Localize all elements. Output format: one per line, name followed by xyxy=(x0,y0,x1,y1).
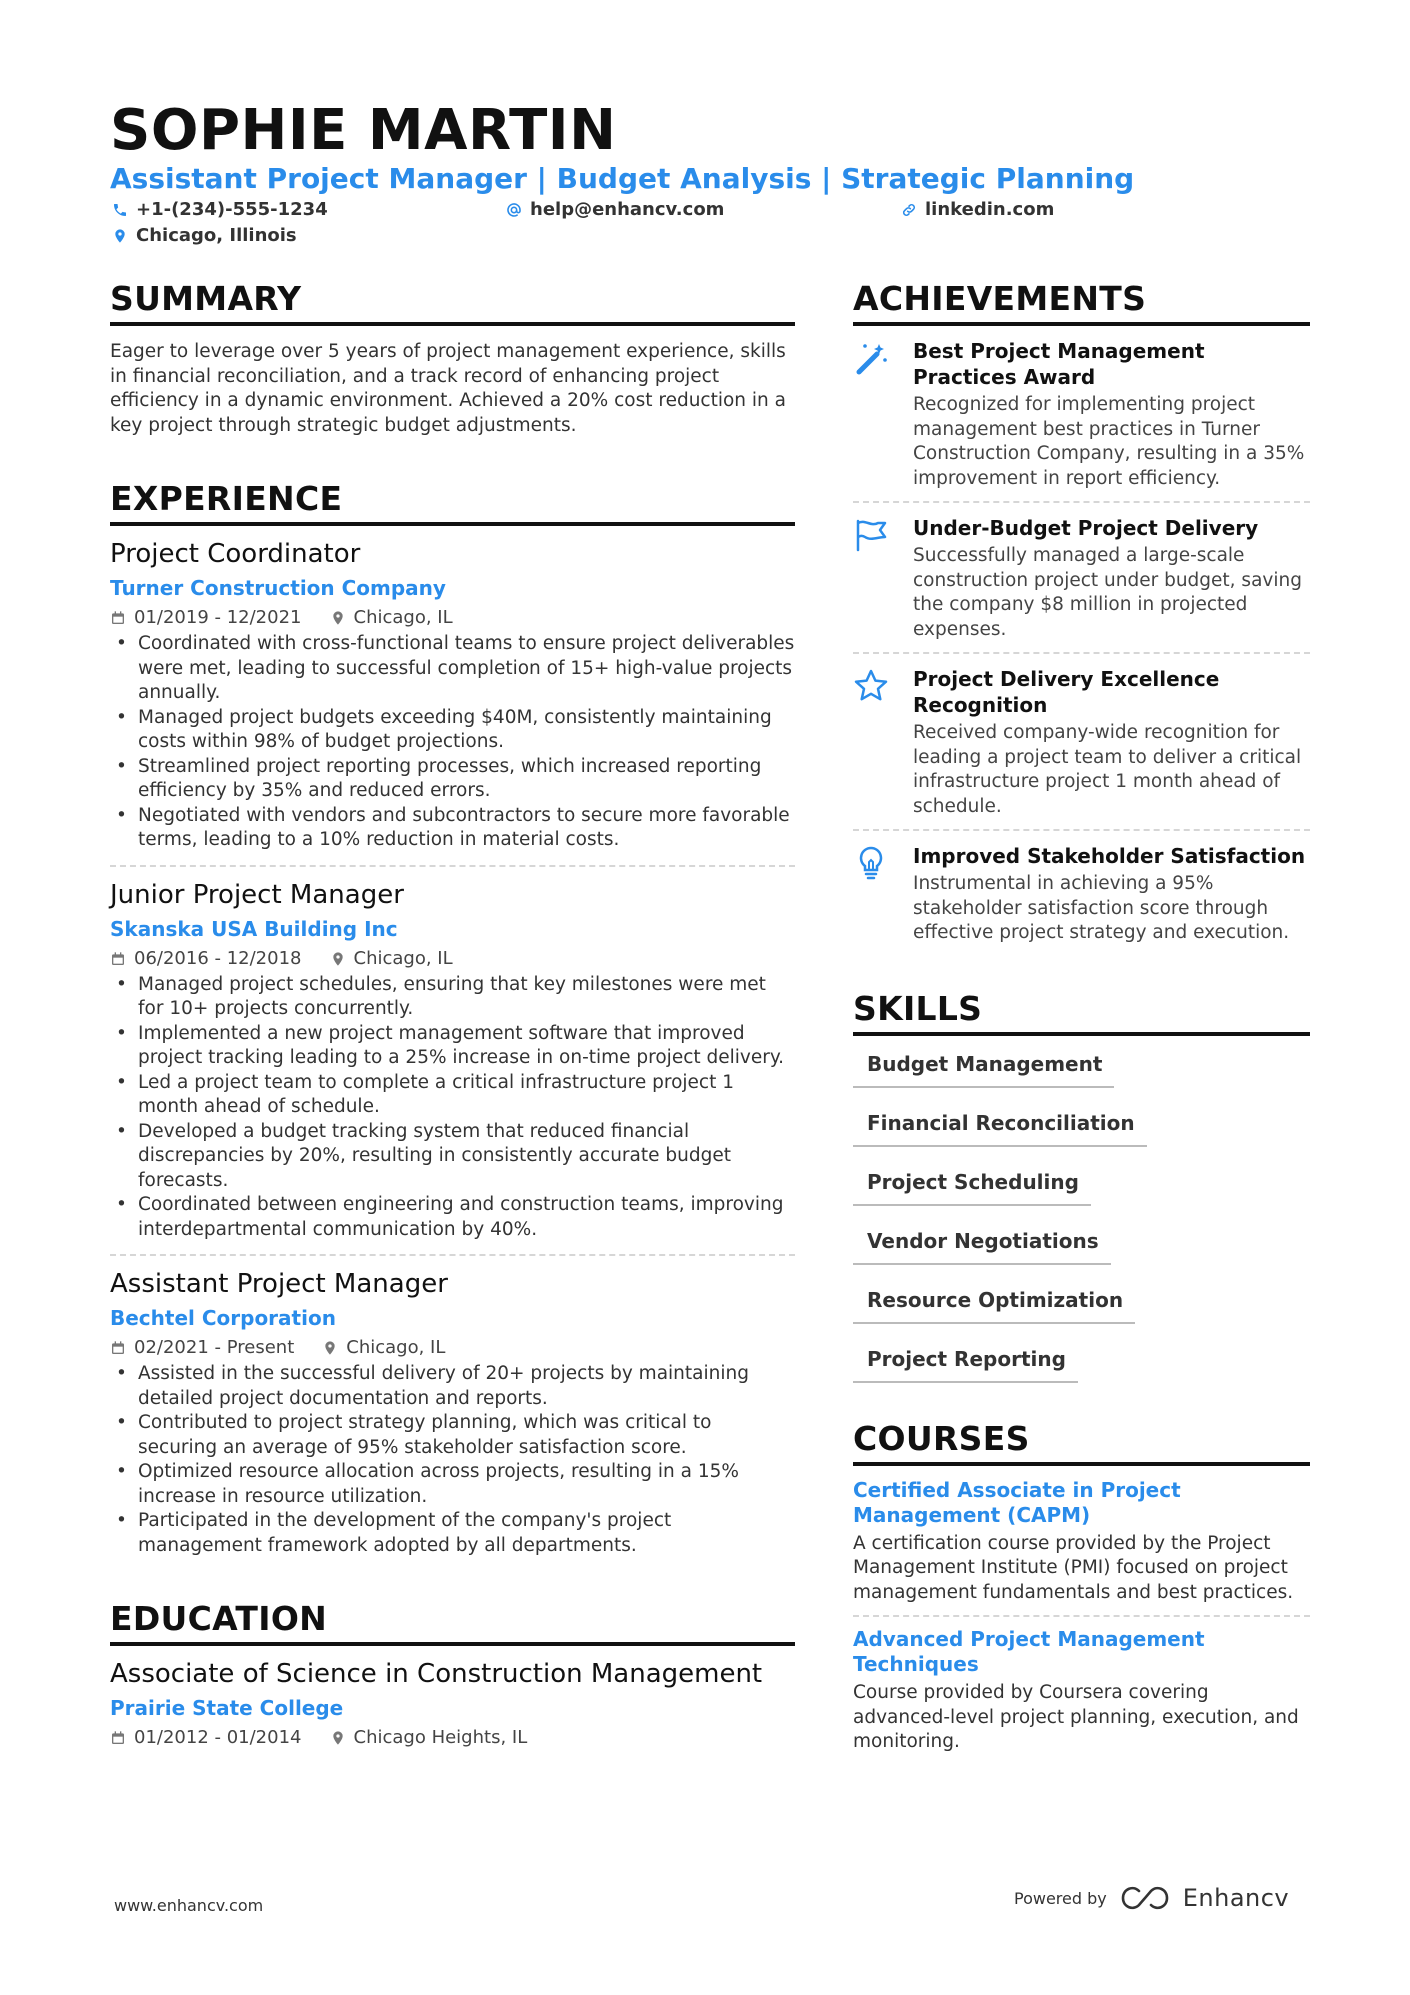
course-desc: Course provided by Coursera covering advanced-level project planning, execution, and monitoring. xyxy=(853,1682,1299,1752)
bullet-item: • Optimized resource allocation across projects, resulting in a 15% increase in resource utilization. xyxy=(110,1460,795,1509)
map-pin-icon xyxy=(322,1340,338,1356)
job-meta xyxy=(110,945,795,973)
education-meta xyxy=(110,1724,795,1752)
experience-entry xyxy=(110,1256,795,1558)
job-title: Junior Project Manager xyxy=(110,879,404,910)
footer-branding xyxy=(1014,1884,1289,1912)
achievement-title: Project Delivery Excellence Recognition xyxy=(913,667,1220,717)
calendar-icon xyxy=(110,1730,126,1746)
skills-list xyxy=(853,1036,1310,1394)
achievements-heading: ACHIEVEMENTS xyxy=(853,280,1310,326)
education-location: Chicago Heights, IL xyxy=(353,1727,528,1748)
achievement-title: Best Project Management Practices Award xyxy=(913,339,1205,389)
skills-heading: SKILLS xyxy=(853,990,1310,1036)
calendar-icon xyxy=(110,951,126,967)
experience-heading: EXPERIENCE xyxy=(110,480,795,526)
footer-website[interactable]: www.enhancv.com xyxy=(114,1896,264,1915)
phone-text[interactable]: +1-(234)-555-1234 xyxy=(136,199,328,220)
summary-text: Eager to leverage over 5 years of project management experience, skills in financial reconciliation, and a track record of enhancing project efficiency in a dynamic environment. Achieved a 20% cost reduction in a key project through strategic budget adjustments. xyxy=(110,341,786,436)
job-bullets xyxy=(110,632,795,853)
at-icon xyxy=(506,202,522,218)
courses-heading: COURSES xyxy=(853,1420,1310,1466)
email-text[interactable]: help@enhancv.com xyxy=(530,199,725,220)
job-dates: 01/2019 - 12/2021 xyxy=(134,607,302,628)
skill-tag: Budget Management xyxy=(853,1050,1114,1088)
achievement-desc: Recognized for implementing project management best practices in Turner Construction Company, resulting in a 35% improvement in report efficiency. xyxy=(913,394,1305,489)
company-name: Turner Construction Company xyxy=(110,576,446,600)
job-dates: 06/2016 - 12/2018 xyxy=(134,947,302,969)
experience-entry xyxy=(110,867,795,1257)
map-pin-icon xyxy=(330,951,346,967)
education-dates: 01/2012 - 01/2014 xyxy=(134,1727,302,1748)
bullet-item: • Streamlined project reporting processes, which increased reporting efficiency by 35% and reduced errors. xyxy=(110,755,795,804)
job-title: Project Coordinator xyxy=(110,539,361,569)
achievement-item xyxy=(853,503,1310,652)
skill-tag: Financial Reconciliation xyxy=(853,1109,1147,1147)
achievement-title: Improved Stakeholder Satisfaction xyxy=(913,844,1306,868)
job-title: Assistant Project Manager xyxy=(110,1269,448,1299)
contact-linkedin xyxy=(901,199,1054,220)
summary-heading: SUMMARY xyxy=(110,280,795,326)
enhancv-brand: Enhancv xyxy=(1182,1884,1290,1912)
skill-tag: Project Scheduling xyxy=(853,1168,1091,1206)
lightbulb-icon xyxy=(853,845,889,881)
flag-icon xyxy=(853,517,889,553)
location-text: Chicago, Illinois xyxy=(136,225,297,246)
company-name: Skanska USA Building Inc xyxy=(110,916,398,941)
school-name: Prairie State College xyxy=(110,1696,344,1720)
skill-tag: Project Reporting xyxy=(853,1345,1078,1383)
education-entry xyxy=(110,1646,795,1752)
skill-tag: Vendor Negotiations xyxy=(853,1227,1111,1265)
achievement-desc: Instrumental in achieving a 95% stakeholder satisfaction score through effective project strategy and execution. xyxy=(913,873,1290,943)
right-column xyxy=(853,280,1310,1755)
job-location: Chicago, IL xyxy=(346,1337,446,1358)
contact-phone xyxy=(112,199,328,220)
job-location: Chicago, IL xyxy=(353,607,453,628)
phone-icon xyxy=(112,202,128,218)
achievement-desc: Received company-wide recognition for leading a project team to deliver a critical infrastructure project 1 month ahead of schedule. xyxy=(913,722,1302,817)
contact-email xyxy=(506,199,724,220)
job-bullets xyxy=(110,1362,795,1558)
map-pin-icon xyxy=(330,610,346,626)
star-icon xyxy=(853,668,889,704)
job-meta xyxy=(110,1334,795,1362)
achievement-item xyxy=(853,654,1310,829)
bullet-item: • Coordinated with cross-functional teams to ensure project deliverables were met, leading to successful completion of 15+ high-value projects annually. xyxy=(110,632,795,706)
achievement-desc: Successfully managed a large-scale construction project under budget, saving the company $8 million in projected expenses. xyxy=(913,545,1302,640)
calendar-icon xyxy=(110,1340,126,1356)
map-pin-icon xyxy=(330,1730,346,1746)
achievement-item xyxy=(853,326,1310,501)
course-title: Advanced Project Management Techniques xyxy=(853,1627,1205,1676)
experience-entry xyxy=(110,526,795,867)
bullet-item: • Developed a budget tracking system that reduced financial discrepancies by 20%, resulting in consistently accurate budget forecasts. xyxy=(110,1120,795,1194)
linkedin-text[interactable]: linkedin.com xyxy=(925,199,1055,220)
bullet-item: • Led a project team to complete a critical infrastructure project 1 month ahead of schedule. xyxy=(110,1071,795,1120)
candidate-title: Assistant Project Manager | Budget Analysis | Strategic Planning xyxy=(110,162,1135,195)
achievement-item xyxy=(853,831,1310,956)
map-pin-icon xyxy=(112,228,128,244)
bullet-item: • Managed project budgets exceeding $40M, consistently maintaining costs within 98% of budget projections. xyxy=(110,706,795,755)
skill-tag: Resource Optimization xyxy=(853,1286,1135,1324)
bullet-item: • Participated in the development of the company's project management framework adopted by all departments. xyxy=(110,1509,795,1558)
course-desc: A certification course provided by the Project Management Institute (PMI) focused on project management fundamentals and best practices. xyxy=(853,1532,1294,1603)
bullet-item: • Managed project schedules, ensuring that key milestones were met for 10+ projects concurrently. xyxy=(110,973,795,1022)
job-location: Chicago, IL xyxy=(353,947,453,969)
enhancv-logo-icon xyxy=(1121,1885,1169,1911)
bullet-item: • Negotiated with vendors and subcontractors to secure more favorable terms, leading to a 10% reduction in material costs. xyxy=(110,804,795,853)
job-bullets xyxy=(110,973,795,1243)
education-heading: EDUCATION xyxy=(110,1600,795,1646)
achievement-title: Under-Budget Project Delivery xyxy=(913,516,1259,540)
powered-by-label: Powered by xyxy=(1014,1888,1107,1908)
calendar-icon xyxy=(110,610,126,626)
company-name: Bechtel Corporation xyxy=(110,1306,336,1330)
bullet-item: • Assisted in the successful delivery of 20+ projects by maintaining detailed project documentation and reports. xyxy=(110,1362,795,1411)
course-item xyxy=(853,1617,1310,1755)
left-column xyxy=(110,280,795,1752)
magic-wand-icon xyxy=(853,340,889,376)
job-meta xyxy=(110,604,795,632)
degree-title: Associate of Science in Construction Management xyxy=(110,1659,763,1689)
course-title: Certified Associate in Project Management (CAPM) xyxy=(853,1477,1181,1527)
candidate-name: SOPHIE MARTIN xyxy=(110,98,617,163)
bullet-item: • Implemented a new project management software that improved project tracking leading to a 25% increase in on-time project delivery. xyxy=(110,1022,795,1071)
contact-location xyxy=(112,225,297,246)
bullet-item: • Contributed to project strategy planning, which was critical to securing an average of 95% stakeholder satisfaction score. xyxy=(110,1411,795,1460)
link-icon xyxy=(901,202,917,218)
bullet-item: • Coordinated between engineering and construction teams, improving interdepartmental communication by 40%. xyxy=(110,1193,795,1242)
course-item xyxy=(853,1466,1310,1606)
job-dates: 02/2021 - Present xyxy=(134,1337,295,1358)
